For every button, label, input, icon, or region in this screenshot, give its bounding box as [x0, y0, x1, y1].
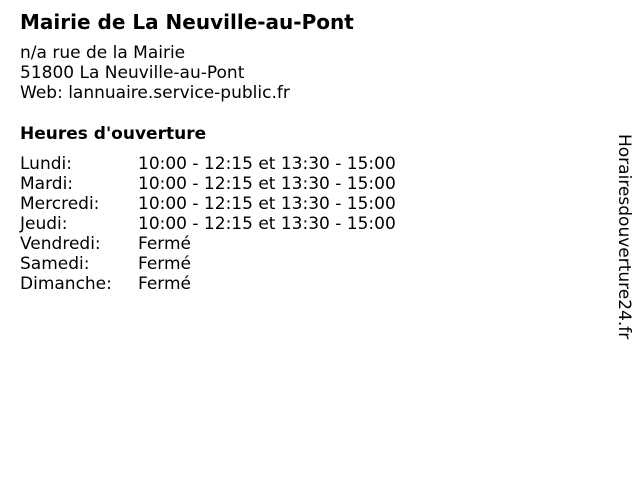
address-block	[20, 43, 290, 103]
hours-row-monday	[20, 154, 438, 174]
opening-hours-table	[20, 154, 438, 294]
hours-value: 10:00 - 12:15 et 13:30 - 15:00	[138, 194, 396, 214]
hours-value: 10:00 - 12:15 et 13:30 - 15:00	[138, 214, 396, 234]
postal-city: 51800 La Neuville-au-Pont	[20, 63, 245, 83]
hours-value: 10:00 - 12:15 et 13:30 - 15:00	[138, 154, 396, 174]
hours-value: Fermé	[138, 254, 192, 274]
day-label: Jeudi:	[20, 214, 68, 234]
day-label: Mardi:	[20, 174, 74, 194]
hours-row-saturday	[20, 254, 438, 274]
hours-row-wednesday	[20, 194, 438, 214]
website-link[interactable]: Web: lannuaire.service-public.fr	[20, 83, 290, 103]
hours-value: Fermé	[138, 234, 192, 254]
day-label: Vendredi:	[20, 234, 101, 254]
site-brand-text: Horairesdouverture24.fr	[614, 134, 634, 340]
page-title: Mairie de La Neuville-au-Pont	[20, 10, 354, 34]
day-label: Samedi:	[20, 254, 90, 274]
day-label: Dimanche:	[20, 274, 112, 294]
hours-value: 10:00 - 12:15 et 13:30 - 15:00	[138, 174, 396, 194]
site-brand-vertical	[612, 134, 636, 344]
hours-row-sunday	[20, 274, 438, 294]
opening-hours-heading: Heures d'ouverture	[20, 124, 207, 144]
day-label: Lundi:	[20, 154, 72, 174]
hours-row-friday	[20, 234, 438, 254]
hours-value: Fermé	[138, 274, 192, 294]
hours-row-thursday	[20, 214, 438, 234]
street-address: n/a rue de la Mairie	[20, 43, 186, 63]
hours-row-tuesday	[20, 174, 438, 194]
day-label: Mercredi:	[20, 194, 100, 214]
